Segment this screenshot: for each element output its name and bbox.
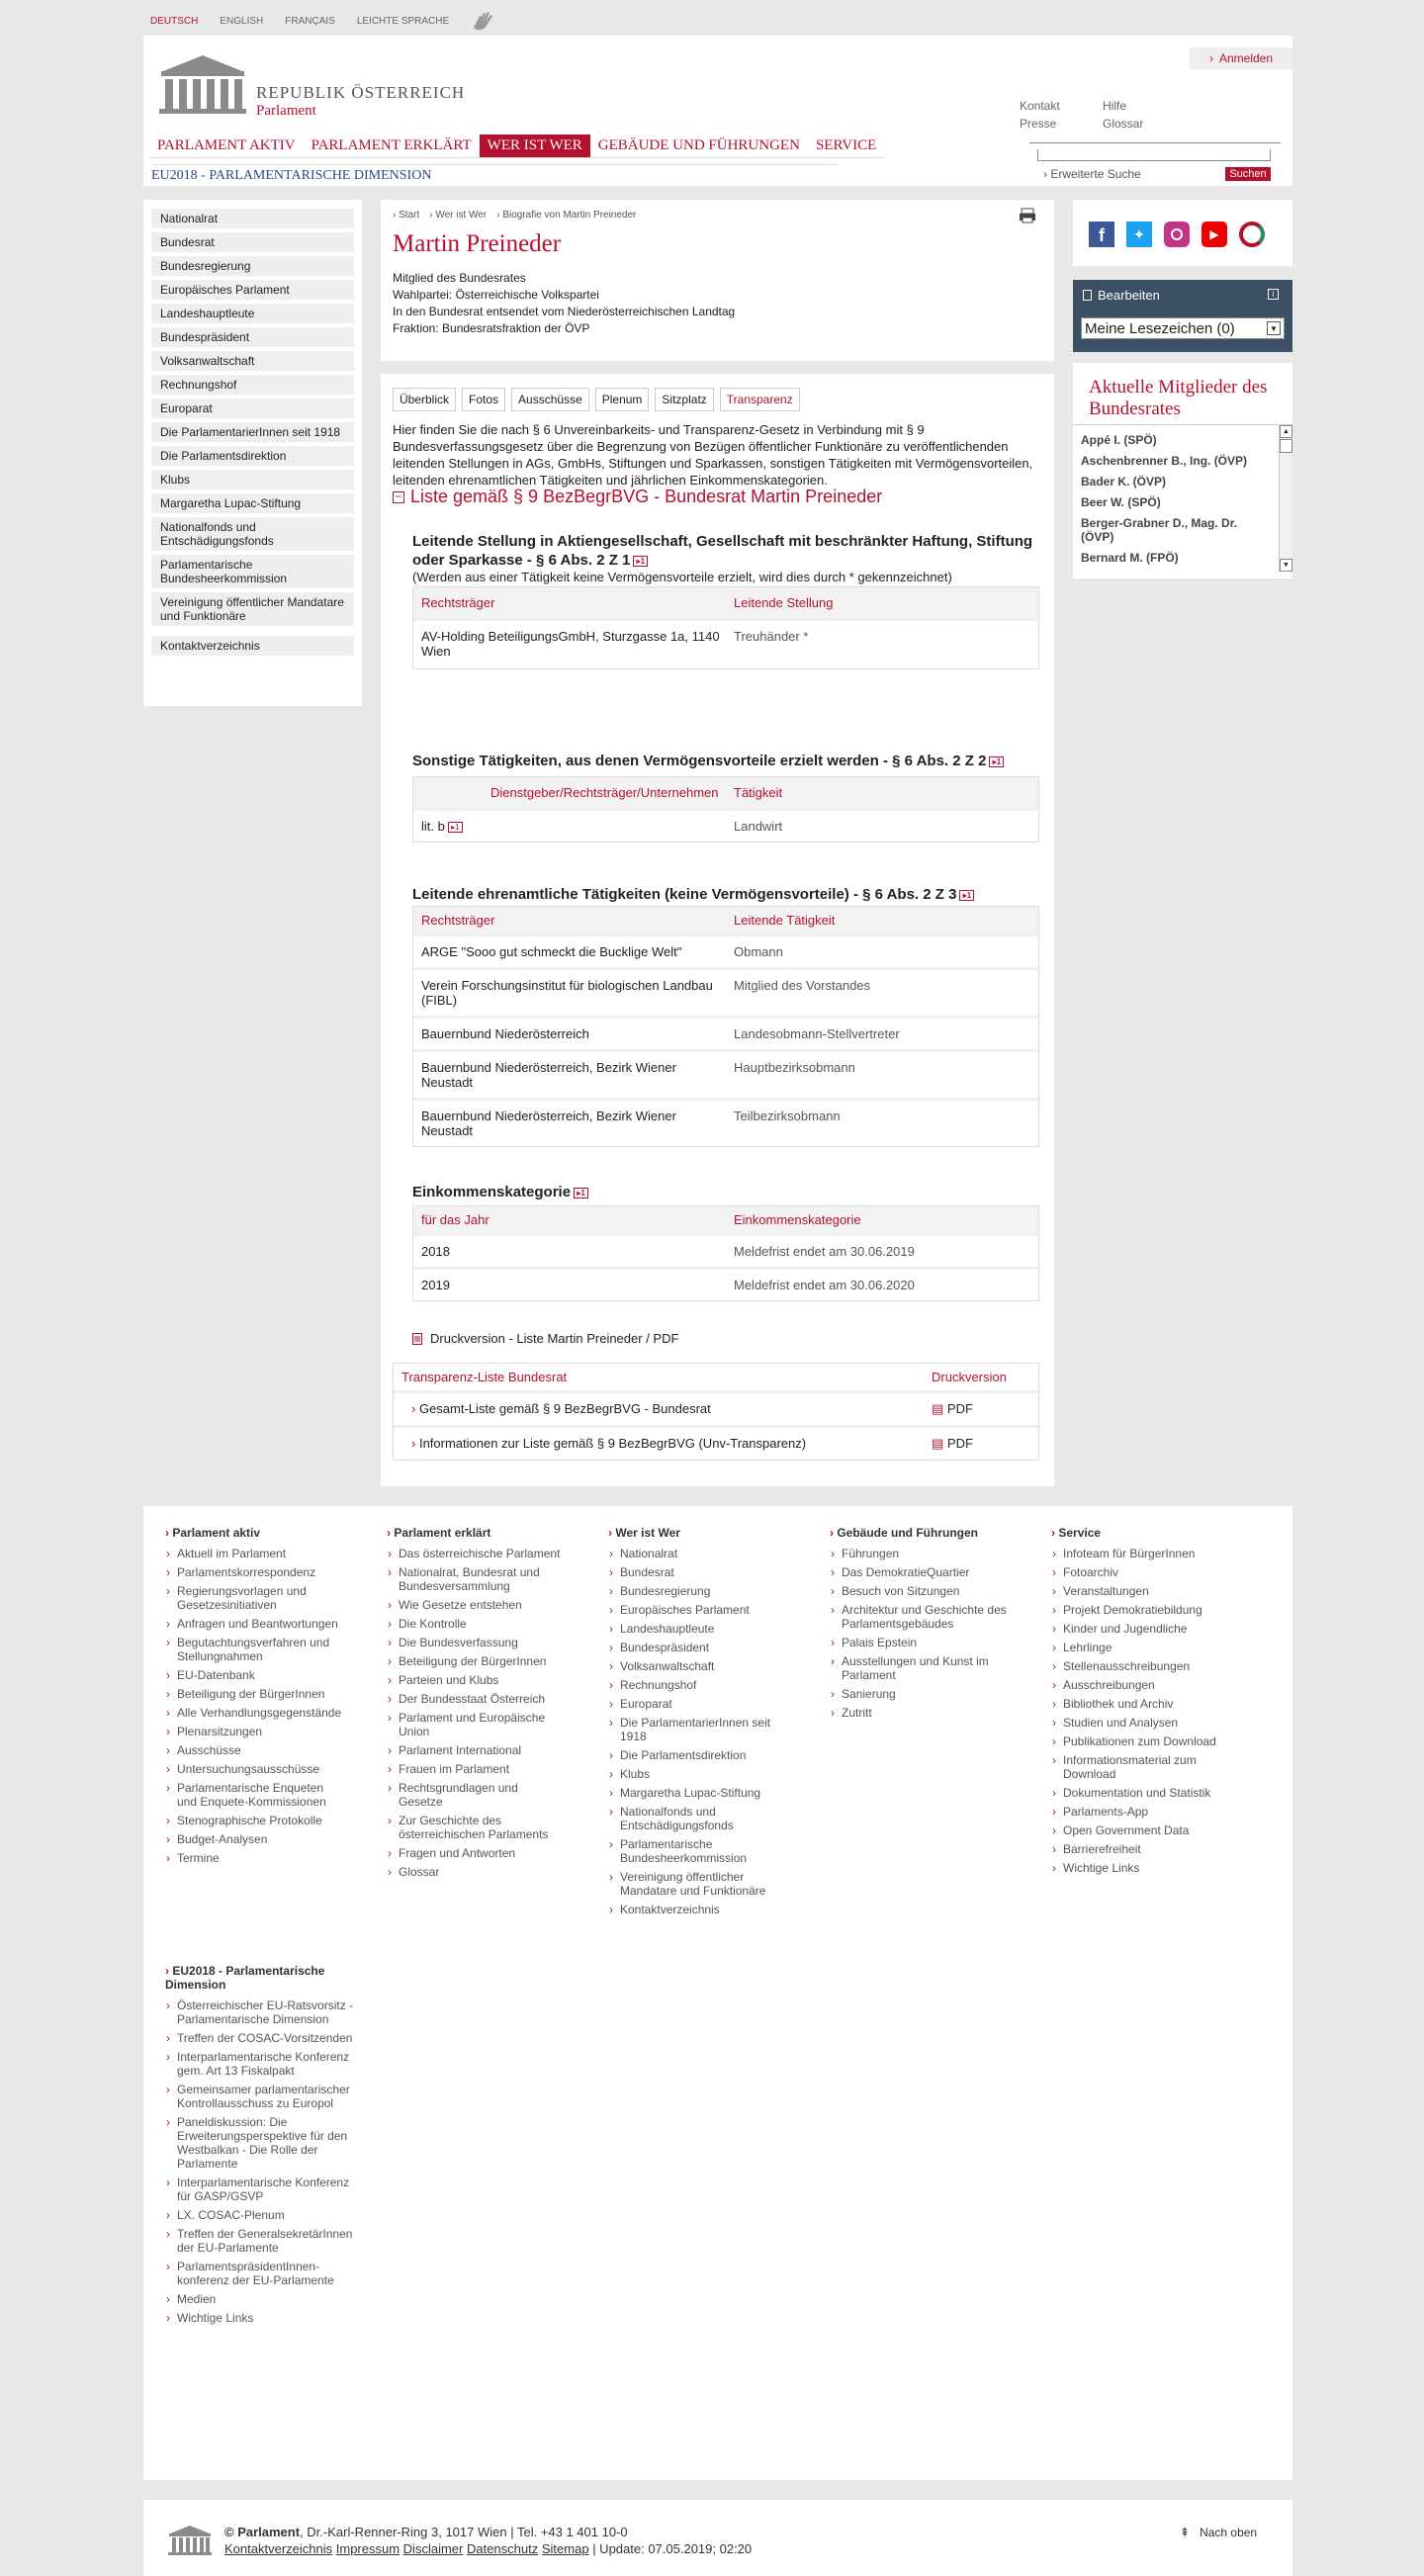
print-icon[interactable] [1019,208,1036,223]
arrow-up-icon: ⇞ [1180,2526,1191,2539]
leftnav-item[interactable]: Parlamentarische Bundesheerkommission [151,555,354,588]
table-row [413,967,1038,1016]
info-icon[interactable]: i [1268,289,1279,300]
table-header: Druckversion [932,1370,1007,1384]
footer-link[interactable]: › Nationalfonds und Entschädigungsfonds [608,1805,786,1832]
update-info: | Update: 07.05.2019; 02:20 [592,2541,753,2556]
footer-link[interactable]: › Anfragen und Beantwortungen [165,1617,343,1631]
table-cell: Treuhänder * [734,629,809,644]
footer-link[interactable]: › Europarat [608,1697,786,1711]
parliament-logo-icon[interactable] [157,53,248,115]
bearbeiten-label[interactable]: Bearbeiten [1098,288,1160,303]
nav-parlament-aktiv[interactable]: PARLAMENT AKTIV [149,134,304,158]
table [412,1205,1039,1301]
footer-link[interactable]: › Architektur und Geschichte des Parlamentsgebäudes [830,1603,1008,1631]
mitglieder-list [1073,424,1292,573]
link-kontakt[interactable]: Kontakt [1020,99,1060,113]
pdf-link[interactable] [932,1401,973,1417]
nav-service[interactable]: SERVICE [808,134,884,158]
table [412,906,1039,1147]
table-row [413,1233,1038,1267]
footer-link-kontaktverzeichnis[interactable]: Kontaktverzeichnis [224,2541,333,2556]
breadcrumb-wer-label: Wer ist Wer [435,210,488,221]
footer-link[interactable]: › Begutachtungsverfahren und Stellungnahmen [165,1636,343,1663]
leftnav-item[interactable]: Die ParlamentarierInnen seit 1918 [151,422,354,442]
table-row [413,1016,1038,1049]
tab-transparenz[interactable]: Transparenz [720,388,800,411]
leftnav-item[interactable]: Bundespräsident [151,327,354,347]
link-presse[interactable]: Presse [1020,117,1057,131]
table-row[interactable] [394,1390,1038,1425]
footer-link[interactable]: › Stellenausschreibungen [1051,1659,1229,1673]
list-title-text: Liste gemäß § 9 BezBegrBVG - Bundesrat Martin Preineder [410,487,883,506]
tab-plenum[interactable]: Plenum [595,388,650,411]
content-main-card [381,374,1054,1486]
footer-link[interactable]: › Parteien und Klubs [387,1673,565,1687]
section-title [412,752,1045,770]
footer-link[interactable]: › Projekt Demokratiebildung [1051,1603,1229,1617]
table-cell: Hauptbezirksobmann [734,1060,855,1075]
footer-link[interactable]: › Barrierefreiheit [1051,1842,1229,1856]
search-input[interactable] [1037,149,1271,161]
member-item[interactable]: Bernard M. (FPÖ) [1081,551,1179,565]
facebook-icon[interactable]: f [1089,222,1114,247]
table-row [413,1049,1038,1098]
tab-ueberblick[interactable]: Überblick [393,388,456,411]
footer-link[interactable]: › Wichtige Links [1051,1861,1229,1875]
footer-link[interactable]: › Die ParlamentarierInnen seit 1918 [608,1716,786,1743]
site-footer [143,1506,1292,2480]
footer-col-title[interactable]: › Wer ist Wer [608,1526,786,1540]
breadcrumb-start[interactable]: › Start [393,210,420,221]
table-cell: Teilbezirksobmann [734,1109,841,1123]
utility-links [1020,99,1162,131]
footer-link[interactable]: › Dokumentation und Statistik [1051,1786,1229,1800]
table-row [413,1267,1038,1300]
footer-link[interactable]: › Studien und Analysen [1051,1716,1229,1730]
info-link-icon[interactable]: ▸1 [989,756,1004,767]
sec2-title: Sonstige Tätigkeiten, aus denen Vermögensvorteile erzielt werden - § 6 Abs. 2 Z 2 [412,753,987,769]
parliament-logo-small-icon[interactable] [167,2525,213,2556]
footer-link[interactable]: › Klubs [608,1767,786,1781]
footer-link[interactable]: › Beteiligung der BürgerInnen [165,1687,343,1701]
section-einkommenskategorie [412,1183,1045,1301]
section-title [412,532,1045,570]
footer-link[interactable]: › Informationsmaterial zum Download [1051,1753,1229,1781]
footer-link[interactable]: › Medien [165,2292,363,2306]
breadcrumb-wer-ist-wer[interactable]: › Wer ist Wer [429,210,488,221]
table-header: Transparenz-Liste Bundesrat [401,1370,568,1384]
footer-link[interactable]: › Bundesregierung [608,1584,786,1598]
table-cell[interactable] [401,1436,932,1452]
footer-col-service [1051,1526,1229,1880]
lang-leichte-sprache[interactable]: LEICHTE SPRACHE [356,15,450,27]
pdf-label: PDF [946,1436,973,1451]
footer-link[interactable]: › Volksanwaltschaft [608,1659,786,1673]
pdf-label: PDF [946,1401,973,1416]
table-cell: Meldefrist endet am 30.06.2020 [734,1278,915,1292]
footer-link-datenschutz[interactable]: Datenschutz [466,2541,539,2556]
section-note: (Werden aus einer Tätigkeit keine Vermögensvorteile erzielt, wird dies durch * gekennzeichnet) [412,570,952,584]
scrollbar[interactable] [1279,425,1292,572]
copyright: © Parlament [224,2525,301,2539]
footer-link[interactable]: › LX. COSAC-Plenum [165,2208,363,2222]
info-link-icon[interactable]: ▸1 [959,890,974,901]
table-header: Leitende Stellung [734,595,834,610]
scrollbar-thumb[interactable] [1280,439,1292,453]
footer-link[interactable]: › EU-Datenbank [165,1668,343,1682]
table-cell: Landesobmann-Stellvertreter [734,1026,900,1041]
table-header: Rechtsträger [421,913,495,928]
info-link-icon[interactable]: ▸1 [633,556,648,567]
search-box [1029,142,1281,182]
footer-link[interactable]: › Fotoarchiv [1051,1565,1229,1579]
druckversion-label: Druckversion - Liste Martin Preineder / PDF [430,1331,679,1346]
login-label: Anmelden [1218,51,1274,65]
transparenz-table [393,1363,1039,1461]
footer-link[interactable]: › Zur Geschichte des österreichischen Parlaments [387,1814,565,1841]
table-header-spacer [421,785,490,800]
footer-col-title[interactable]: › Gebäude und Führungen [830,1526,1008,1540]
footer-link[interactable]: › Kinder und Jugendliche [1051,1622,1229,1636]
footer-link[interactable]: › Rechtsgrundlagen und Gesetze [387,1781,565,1809]
pdf-icon: ▤ [932,1436,944,1451]
table-header: Einkommenskategorie [734,1212,861,1227]
social-links [1073,200,1292,266]
footer-link[interactable]: › Gemeinsamer parlamentarischer Kontrollausschuss zu Europol [165,2083,363,2110]
parlaments-app-icon[interactable] [1239,222,1265,247]
footer-link[interactable]: › Margaretha Lupac-Stiftung [608,1786,786,1800]
breadcrumb [393,210,1042,221]
footer-link[interactable]: › Rechnungshof [608,1678,786,1692]
person-tabs [393,388,800,411]
breadcrumb-current: › Biografie von Martin Preineder [496,210,637,221]
table-cell: Meldefrist endet am 30.06.2019 [734,1244,915,1259]
footer-col-parlament-aktiv [165,1526,343,1870]
table-cell: lit. b [421,819,445,834]
footer-link[interactable]: › Führungen [830,1547,1008,1560]
table-cell: AV-Holding BeteiligungsGmbH, Sturzgasse 1a, 1140 Wien [421,629,720,659]
table-cell: Mitglied des Vorstandes [734,978,871,993]
footer-link[interactable]: › Ausschüsse [165,1743,343,1757]
leftnav-item[interactable]: Vereinigung öffentlicher Mandatare und Funktionäre [151,592,354,626]
table-cell: 2018 [421,1244,450,1259]
leftnav-item[interactable]: Margaretha Lupac-Stiftung [151,493,354,513]
footer-link[interactable]: › Landeshauptleute [608,1622,786,1636]
sec4-title: Einkommenskategorie [412,1184,572,1200]
logo-title[interactable]: REPUBLIK ÖSTERREICH [256,83,466,102]
person-delegation: In den Bundesrat entsendet vom Niederösterreichischen Landtag [393,305,736,318]
footer-link[interactable]: › Die Bundesverfassung [387,1636,565,1649]
nach-oben-label: Nach oben [1200,2526,1258,2539]
breadcrumb-start-label: Start [399,210,420,221]
link-glossar[interactable]: Glossar [1103,117,1144,131]
footer-link[interactable]: › Nationalrat, Bundesrat und Bundesversammlung [387,1565,565,1593]
table-cell: 2019 [421,1278,450,1292]
member-item[interactable]: Beer W. (SPÖ) [1081,495,1161,509]
youtube-icon[interactable]: ▶ [1202,222,1227,247]
person-party: Wahlpartei: Österreichische Volkspartei [393,288,599,302]
footer-col-title[interactable]: › EU2018 - Parlamentarische Dimension [165,1964,363,1992]
bookmark-icon [1083,290,1092,301]
leftnav-item[interactable]: Bundesregierung [151,256,354,276]
footer-link[interactable]: › Wie Gesetze entstehen [387,1598,565,1612]
table-cell: ARGE "Sooo gut schmeckt die Bucklige Welt" [421,944,682,959]
footer-link[interactable]: › Fragen und Antworten [387,1846,565,1860]
lesezeichen-select[interactable] [1081,317,1285,339]
footer-link[interactable]: › Treffen der GeneralsekretärInnen der EU-Parlamente [165,2227,363,2255]
footer-link[interactable]: › Sanierung [830,1687,1008,1701]
lang-francais[interactable]: FRANÇAIS [285,15,335,27]
leftnav-item[interactable]: Volksanwaltschaft [151,351,354,371]
leftnav-item[interactable]: Rechnungshof [151,375,354,395]
scroll-down-icon[interactable]: ▼ [1280,559,1292,572]
footer-link[interactable]: › Interparlamentarische Konferenz gem. Art 13 Fiskalpakt [165,2050,363,2078]
member-item[interactable]: Berger-Grabner D., Mag. Dr. (ÖVP) [1081,516,1238,544]
member-item[interactable]: Aschenbrenner B., Ing. (ÖVP) [1081,454,1248,468]
bottom-info [224,2524,752,2557]
leftnav-item[interactable]: Kontaktverzeichnis [151,636,354,656]
main-navigation [149,134,884,158]
section-title [412,1183,1045,1201]
table-row [413,933,1038,967]
twitter-icon[interactable]: ✦ [1126,222,1152,247]
footer-col-parlament-erklaert [387,1526,565,1884]
leftnav-item[interactable]: Landeshauptleute [151,304,354,323]
footer-col-eu2018 [165,1964,363,2330]
breadcrumb-current-label: Biografie von Martin Preineder [502,210,637,221]
instagram-icon[interactable] [1164,222,1190,247]
logo-subtitle[interactable]: Parlament [256,103,316,119]
footer-link[interactable]: › Parlamentarische Bundesheerkommission [608,1837,786,1865]
table-cell-lit [421,819,734,834]
table-cell: Bauernbund Niederösterreich, Bezirk Wiener Neustadt [421,1109,676,1138]
table-row [413,808,1038,842]
footer-link[interactable]: › Das DemokratieQuartier [830,1565,1008,1579]
footer-col-title[interactable]: › Service [1051,1526,1229,1540]
sign-language-icon[interactable] [471,10,496,32]
table-cell: Bauernbund Niederösterreich [421,1026,589,1041]
footer-link[interactable]: › Plenarsitzungen [165,1725,343,1738]
search-button[interactable]: Suchen [1225,167,1271,181]
table-cell: Verein Forschungsinstitut für biologischen Landbau (FIBL) [421,978,713,1008]
section-ehrenamtliche-taetigkeiten [412,885,1045,1147]
footer-link[interactable]: › Die Kontrolle [387,1617,565,1631]
site-header [143,36,1292,186]
sec1-title: Leitende Stellung in Aktiengesellschaft, Gesellschaft mit beschränkter Haftung, Stiftung oder Sparkasse - § 6 Abs. 2 Z 1 [412,533,1033,569]
table-header: Dienstgeber/Rechtsträger/Unternehmen [490,785,719,800]
footer-col-wer-ist-wer [608,1526,786,1921]
advanced-search-link[interactable]: › Erweiterte Suche [1043,167,1141,181]
section-title [412,885,1045,904]
leftnav-item[interactable]: Europäisches Parlament [151,280,354,300]
link-hilfe[interactable]: Hilfe [1103,99,1127,113]
member-item[interactable]: Bader K. (ÖVP) [1081,475,1167,489]
left-navigation [143,200,362,706]
footer-link[interactable]: › Beteiligung der BürgerInnen [387,1654,565,1668]
table [412,776,1039,843]
lang-english[interactable]: ENGLISH [220,15,264,27]
advanced-search-label: Erweiterte Suche [1050,167,1141,181]
footer-link-sitemap[interactable]: Sitemap [541,2541,589,2556]
footer-link[interactable]: › Veranstaltungen [1051,1584,1229,1598]
footer-link[interactable]: › Untersuchungsausschüsse [165,1762,343,1776]
scroll-up-icon[interactable]: ▲ [1280,425,1292,438]
footer-link[interactable]: › Stenographische Protokolle [165,1814,343,1827]
table-header: Rechtsträger [421,595,495,610]
footer-link[interactable]: › Zutritt [830,1706,1008,1720]
leftnav-item[interactable]: Die Parlamentsdirektion [151,446,354,466]
footer-link[interactable]: › Österreichischer EU-Ratsvorsitz - Parlamentarische Dimension [165,1999,363,2026]
tab-fotos[interactable]: Fotos [462,388,505,411]
login-button[interactable] [1190,47,1292,69]
footer-link[interactable]: › Ausschreibungen [1051,1678,1229,1692]
table-cell: Bauernbund Niederösterreich, Bezirk Wiener Neustadt [421,1060,676,1090]
mitglieder-title: Aktuelle Mitglieder des Bundesrates [1089,377,1268,419]
transparenz-row-label: Gesamt-Liste gemäß § 9 BezBegrBVG - Bundesrat [418,1401,711,1416]
leftnav-item[interactable]: Bundesrat [151,232,354,252]
footer-link[interactable]: › Europäisches Parlament [608,1603,786,1617]
bookmarks-panel [1073,280,1292,352]
footer-link[interactable]: › Palais Epstein [830,1636,1008,1649]
nach-oben-link[interactable] [1180,2526,1257,2539]
footer-link[interactable]: › Parlamentarische Enqueten und Enquete-Kommissionen [165,1781,343,1809]
footer-link-impressum[interactable]: Impressum [335,2541,400,2556]
leftnav-item[interactable]: Nationalrat [151,209,354,228]
footer-link[interactable]: › Treffen der COSAC-Vorsitzenden [165,2031,363,2045]
table-header: Tätigkeit [734,785,783,800]
sec3-title: Leitende ehrenamtliche Tätigkeiten (keine Vermögensvorteile) - § 6 Abs. 2 Z 3 [412,886,957,903]
lesezeichen-value: Meine Lesezeichen (0) [1085,320,1235,337]
main-content [381,200,1054,1486]
footer-col-title[interactable]: › Parlament aktiv [165,1526,343,1540]
table [412,586,1039,669]
table-cell[interactable] [401,1401,932,1417]
footer-link[interactable]: › Termine [165,1851,343,1865]
footer-link[interactable]: › Bundespräsident [608,1641,786,1654]
footer-link[interactable]: › Infoteam für BürgerInnen [1051,1547,1229,1560]
footer-link[interactable]: › Kontaktverzeichnis [608,1903,786,1916]
footer-link[interactable]: › Budget-Analysen [165,1832,343,1846]
transparenz-row-label: Informationen zur Liste gemäß § 9 BezBegrBVG (Unv-Transparenz) [418,1436,807,1451]
pdf-icon [412,1333,422,1345]
person-name: Martin Preineder [393,230,562,257]
footer-link[interactable]: › Publikationen zum Download [1051,1734,1229,1748]
footer-link[interactable]: › Nationalrat [608,1547,786,1560]
footer-link[interactable]: › Parlament International [387,1743,565,1757]
tab-ausschuesse[interactable]: Ausschüsse [511,388,589,411]
leftnav-item[interactable]: Nationalfonds und Entschädigungsfonds [151,517,354,551]
intro-text: Hier finden Sie die nach § 6 Unvereinbarkeits- und Transparenz-Gesetz in Verbindung mit § 9 Bundesverfassungsgesetz über die Begrenzung von Bezügen öffentlicher Funktionäre zu veröffentlichenden leitenden Stellungen in AGs, GmbHs, Stiftungen und Sparkassen, sonstigen Tätigkeiten mit Vermögensvorteilen, leitenden ehrenamtlichen Tätigkeiten und jährlichen Einkommenskategorien. [393,422,1033,488]
nav-parlament-erklaert[interactable]: PARLAMENT ERKLÄRT [304,134,480,158]
table-row[interactable] [394,1425,1038,1460]
chevron-right-icon: › [1208,51,1213,65]
language-bar [150,14,496,28]
footer-link[interactable]: › Ausstellungen und Kunst im Parlament [830,1654,1008,1682]
footer-link[interactable]: › Das österreichische Parlament [387,1547,565,1560]
footer-link[interactable]: › Der Bundesstaat Österreich [387,1692,565,1706]
tab-sitzplatz[interactable]: Sitzplatz [655,388,713,411]
footer-col-gebaeude [830,1526,1008,1725]
footer-link[interactable]: › Bundesrat [608,1565,786,1579]
footer-link[interactable]: › Frauen im Parlament [387,1762,565,1776]
person-card [381,200,1054,361]
chevron-right-icon: › [411,1401,419,1416]
section-sonstige-taetigkeiten [412,752,1045,843]
info-link-icon[interactable]: ▸1 [448,822,463,833]
lang-deutsch[interactable]: DEUTSCH [150,15,199,27]
table-cell: Obmann [734,944,783,959]
mitglieder-panel [1073,363,1292,578]
footer-link[interactable]: › Glossar [387,1865,565,1879]
person-fraction: Fraktion: Bundesratsfraktion der ÖVP [393,321,590,335]
table-cell: Landwirt [734,819,783,834]
footer-link[interactable]: › Aktuell im Parlament [165,1547,343,1560]
table-header: Leitende Tätigkeit [734,913,836,928]
address: , Dr.-Karl-Renner-Ring 3, 1017 Wien | Tel. +43 1 401 10-0 [300,2525,628,2539]
footer-link[interactable]: › Parlament und Europäische Union [387,1711,565,1738]
footer-link[interactable]: › Lehrlinge [1051,1641,1229,1654]
chevron-right-icon: › [411,1436,419,1451]
footer-link[interactable]: › Parlaments-App [1051,1805,1229,1819]
pdf-icon: ▤ [932,1401,944,1416]
footer-link[interactable]: › ParlamentspräsidentInnen-konferenz der EU-Parlamente [165,2260,363,2287]
section-leitende-stellung [412,532,1045,669]
footer-col-title[interactable]: › Parlament erklärt [387,1526,565,1540]
leftnav-item[interactable]: Klubs [151,470,354,489]
footer-link[interactable]: › Vereinigung öffentlicher Mandatare und Funktionäre [608,1870,786,1898]
member-item[interactable]: Appé I. (SPÖ) [1081,433,1157,447]
footer-link[interactable]: › Paneldiskussion: Die Erweiterungsperspektive für den Westbalkan - Die Rolle der Parlamente [165,2115,363,2171]
footer-link-disclaimer[interactable]: Disclaimer [402,2541,464,2556]
pdf-link[interactable] [932,1436,973,1452]
table-header: für das Jahr [421,1212,490,1227]
footer-link[interactable]: › Wichtige Links [165,2311,363,2325]
footer-link[interactable]: › Die Parlamentsdirektion [608,1748,786,1762]
footer-link[interactable]: › Besuch von Sitzungen [830,1584,1008,1598]
footer-link[interactable]: › Bibliothek und Archiv [1051,1697,1229,1711]
chevron-down-icon: ▼ [1267,321,1281,335]
nav-eu2018[interactable]: EU2018 - PARLAMENTARISCHE DIMENSION [151,164,838,184]
footer-link[interactable]: › Parlamentskorrespondenz [165,1565,343,1579]
info-link-icon[interactable]: ▸1 [574,1188,588,1199]
footer-link[interactable]: › Interparlamentarische Konferenz für GASP/GSVP [165,2176,363,2203]
table-row [413,1098,1038,1146]
nav-gebaeude[interactable]: GEBÄUDE UND FÜHRUNGEN [590,134,808,158]
druckversion-link[interactable] [412,1331,678,1346]
table-row [413,618,1038,668]
footer-link[interactable]: › Open Government Data [1051,1823,1229,1837]
footer-link[interactable]: › Alle Verhandlungsgegenstände [165,1706,343,1720]
list-title[interactable] [393,487,882,507]
footer-link[interactable]: › Regierungsvorlagen und Gesetzesinitiativen [165,1584,343,1612]
leftnav-item[interactable]: Europarat [151,399,354,418]
collapse-icon[interactable]: − [393,491,404,503]
nav-wer-ist-wer[interactable]: WER IST WER [480,134,590,158]
person-role: Mitglied des Bundesrates [393,271,526,285]
bottom-bar [143,2500,1292,2576]
